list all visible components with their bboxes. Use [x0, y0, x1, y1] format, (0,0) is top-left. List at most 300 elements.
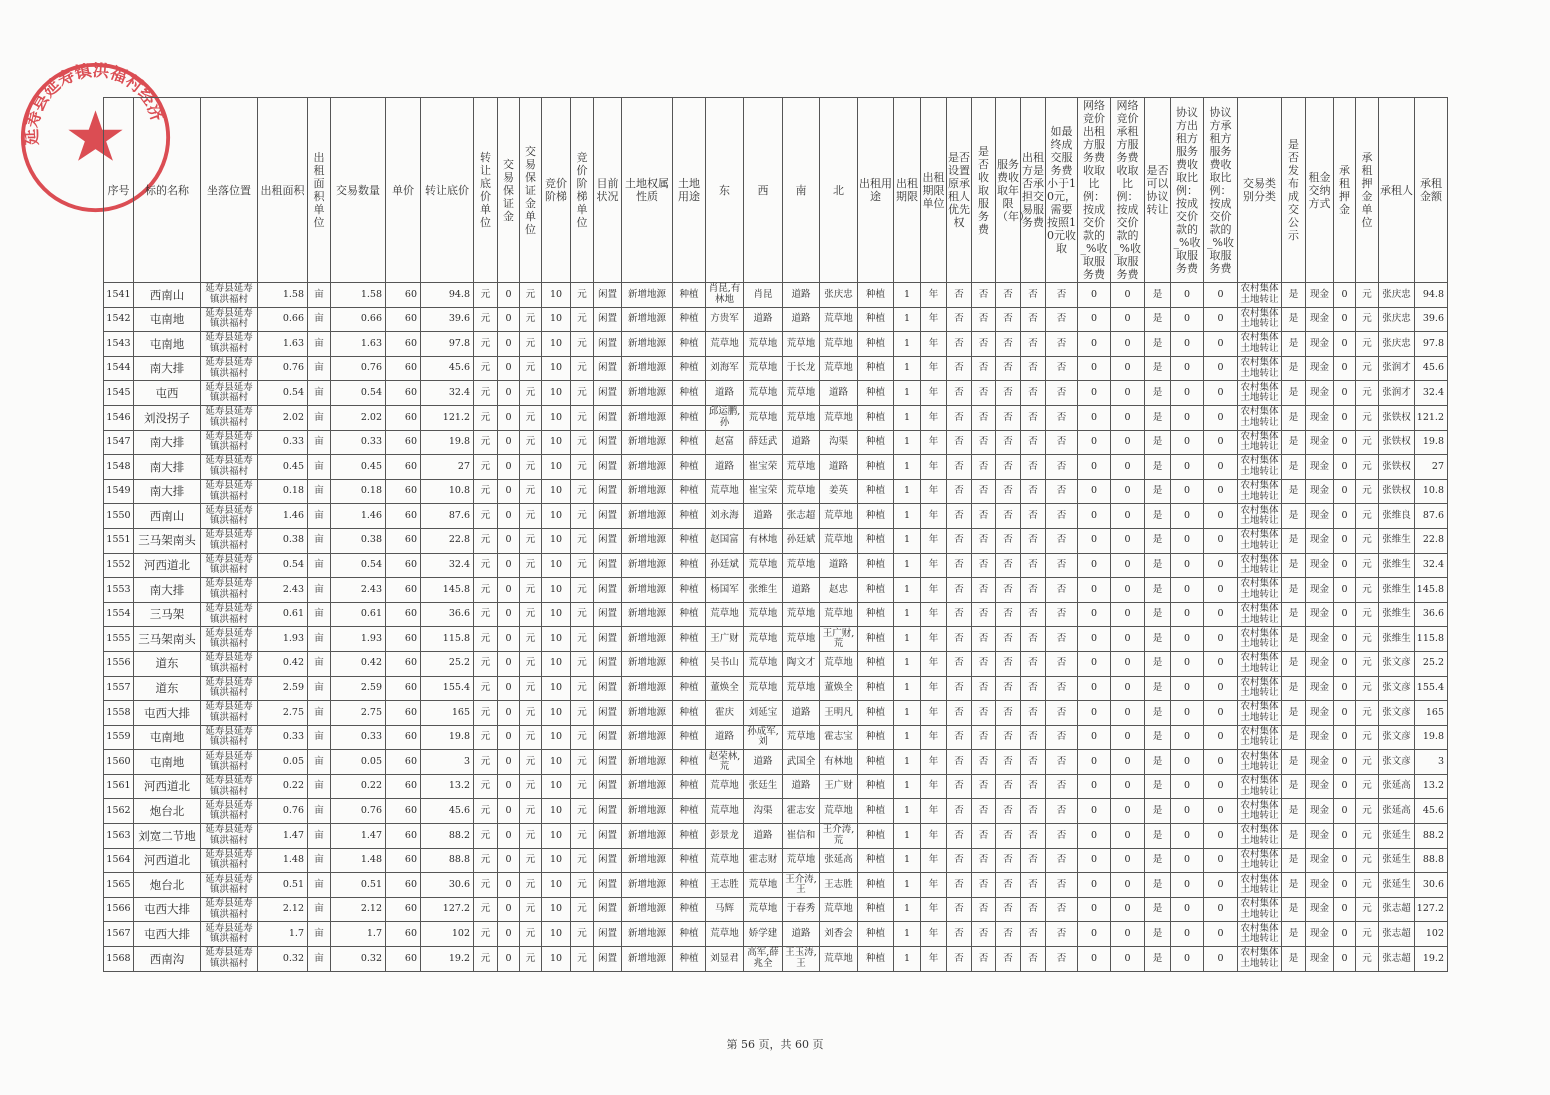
table-cell: 45.6 [421, 356, 474, 381]
table-cell: 是 [1145, 799, 1171, 824]
table-cell: 闲置 [594, 504, 622, 529]
table-cell: 87.6 [421, 504, 474, 529]
table-cell: 否 [996, 405, 1021, 430]
table-cell: 否 [947, 676, 972, 701]
table-cell: 延寿县延寿镇洪福村 [201, 455, 258, 480]
table-cell: 1.63 [331, 332, 386, 357]
table-cell: 是 [1145, 922, 1171, 947]
table-cell: 新增地源 [622, 455, 673, 480]
table-cell: 1 [894, 405, 921, 430]
table-cell: 元 [1356, 651, 1379, 676]
table-cell: 0 [498, 701, 520, 726]
table-cell: 1556 [104, 651, 134, 676]
table-cell: 60 [386, 824, 421, 849]
table-cell: 0 [498, 479, 520, 504]
table-cell: 种植 [673, 381, 706, 406]
table-cell: 是 [1282, 602, 1306, 627]
table-cell: 1.58 [331, 283, 386, 308]
table-cell: 南大排 [134, 578, 201, 603]
table-cell: 道路 [783, 922, 820, 947]
table-cell: 道路 [744, 504, 783, 529]
table-cell: 种植 [673, 578, 706, 603]
table-cell: 是 [1282, 283, 1306, 308]
table-cell: 否 [996, 725, 1021, 750]
table-cell: 0 [1111, 824, 1145, 849]
table-cell: 荒草地 [783, 479, 820, 504]
table-cell: 是 [1145, 676, 1171, 701]
table-cell: 0 [1204, 405, 1238, 430]
table-cell: 60 [386, 602, 421, 627]
table-cell: 元 [571, 479, 594, 504]
table-cell: 10 [542, 750, 571, 775]
table-cell: 年 [921, 627, 947, 652]
table-cell: 元 [474, 725, 498, 750]
table-cell: 荒草地 [783, 332, 820, 357]
table-cell: 否 [947, 578, 972, 603]
table-cell: 年 [921, 356, 947, 381]
table-cell: 是 [1282, 774, 1306, 799]
table-cell: 1559 [104, 725, 134, 750]
table-cell: 娇学建 [744, 922, 783, 947]
table-cell: 延寿县延寿镇洪福村 [201, 332, 258, 357]
table-cell: 元 [1356, 553, 1379, 578]
table-cell: 60 [386, 283, 421, 308]
table-cell: 0.33 [331, 430, 386, 455]
table-cell: 1.93 [331, 627, 386, 652]
table-cell: 荒草地 [706, 479, 744, 504]
table-cell: 0 [498, 873, 520, 898]
table-cell: 0 [1204, 381, 1238, 406]
table-cell: 延寿县延寿镇洪福村 [201, 627, 258, 652]
table-cell: 0 [1171, 897, 1204, 922]
table-cell: 0 [1078, 356, 1111, 381]
table-cell: 否 [947, 553, 972, 578]
table-cell: 0 [1204, 602, 1238, 627]
table-cell: 否 [947, 873, 972, 898]
table-cell: 0 [498, 750, 520, 775]
table-cell: 0 [1078, 947, 1111, 972]
table-cell: 元 [474, 578, 498, 603]
table-cell: 0.32 [331, 947, 386, 972]
table-cell: 0 [1334, 701, 1356, 726]
table-cell: 亩 [308, 701, 331, 726]
table-cell: 否 [947, 651, 972, 676]
table-cell: 农村集体土地转让 [1238, 799, 1282, 824]
table-cell: 道路 [706, 381, 744, 406]
table-cell: 张延高 [820, 848, 858, 873]
table-cell: 否 [996, 774, 1021, 799]
table-cell: 年 [921, 405, 947, 430]
table-cell: 闲置 [594, 479, 622, 504]
table-cell: 22.8 [421, 528, 474, 553]
table-cell: 否 [972, 381, 996, 406]
table-cell: 0.38 [258, 528, 308, 553]
table-cell: 0.66 [331, 307, 386, 332]
column-header: 承租金额 [1415, 98, 1448, 283]
table-cell: 0.51 [331, 873, 386, 898]
table-cell: 种植 [673, 947, 706, 972]
table-cell: 元 [571, 873, 594, 898]
table-cell: 否 [947, 405, 972, 430]
table-cell: 10 [542, 332, 571, 357]
table-row [104, 676, 1448, 701]
table-cell: 0 [1111, 799, 1145, 824]
table-cell: 否 [996, 283, 1021, 308]
table-cell: 0 [498, 897, 520, 922]
table-cell: 南大排 [134, 479, 201, 504]
table-cell: 道路 [783, 307, 820, 332]
table-cell: 0 [1334, 553, 1356, 578]
table-cell: 荒草地 [820, 504, 858, 529]
table-cell: 赵国富 [706, 528, 744, 553]
column-header: 单价 [386, 98, 421, 283]
table-cell: 闲置 [594, 528, 622, 553]
table-cell: 否 [1046, 873, 1078, 898]
table-cell: 否 [1046, 651, 1078, 676]
table-cell: 否 [996, 578, 1021, 603]
table-cell: 0.05 [258, 750, 308, 775]
table-cell: 元 [474, 381, 498, 406]
table-cell: 0 [1334, 774, 1356, 799]
table-cell: 张铁权 [1379, 479, 1415, 504]
table-cell: 0 [1334, 430, 1356, 455]
table-cell: 0 [1204, 283, 1238, 308]
table-cell: 王玉涛,王 [783, 947, 820, 972]
table-cell: 0 [1204, 897, 1238, 922]
table-row [104, 848, 1448, 873]
table-cell: 0 [1334, 922, 1356, 947]
table-cell: 荒草地 [820, 799, 858, 824]
table-cell: 1553 [104, 578, 134, 603]
table-cell: 亩 [308, 627, 331, 652]
table-cell: 元 [474, 676, 498, 701]
table-cell: 否 [1021, 725, 1046, 750]
column-header: 南 [783, 98, 820, 283]
table-cell: 0 [1204, 528, 1238, 553]
table-cell: 荒草地 [783, 455, 820, 480]
table-cell: 0 [498, 676, 520, 701]
table-cell: 1 [894, 504, 921, 529]
table-cell: 元 [474, 504, 498, 529]
table-cell: 元 [1356, 947, 1379, 972]
table-cell: 1 [894, 455, 921, 480]
table-cell: 2.43 [331, 578, 386, 603]
table-cell: 种植 [673, 504, 706, 529]
table-cell: 否 [1046, 848, 1078, 873]
table-cell: 闲置 [594, 455, 622, 480]
table-cell: 0.54 [258, 553, 308, 578]
table-cell: 否 [1021, 528, 1046, 553]
column-header: 承租押金 [1334, 98, 1356, 283]
table-cell: 1 [894, 528, 921, 553]
table-cell: 种植 [673, 479, 706, 504]
table-cell: 种植 [858, 922, 894, 947]
table-cell: 是 [1282, 528, 1306, 553]
table-cell: 闲置 [594, 774, 622, 799]
table-cell: 亩 [308, 774, 331, 799]
table-cell: 农村集体土地转让 [1238, 602, 1282, 627]
table-cell: 元 [520, 602, 542, 627]
table-cell: 1549 [104, 479, 134, 504]
table-cell: 屯西大排 [134, 922, 201, 947]
table-cell: 年 [921, 430, 947, 455]
table-cell: 否 [972, 307, 996, 332]
table-cell: 年 [921, 774, 947, 799]
table-cell: 1.48 [331, 848, 386, 873]
table-cell: 年 [921, 479, 947, 504]
table-cell: 否 [972, 332, 996, 357]
table-cell: 延寿县延寿镇洪福村 [201, 651, 258, 676]
table-cell: 19.8 [1415, 430, 1448, 455]
table-cell: 0 [1111, 873, 1145, 898]
table-cell: 道路 [706, 725, 744, 750]
table-cell: 荒草地 [744, 405, 783, 430]
table-cell: 农村集体土地转让 [1238, 651, 1282, 676]
table-cell: 种植 [673, 774, 706, 799]
table-cell: 1 [894, 578, 921, 603]
table-cell: 种植 [673, 332, 706, 357]
table-cell: 元 [474, 947, 498, 972]
table-cell: 农村集体土地转让 [1238, 774, 1282, 799]
table-cell: 否 [1021, 627, 1046, 652]
table-cell: 元 [474, 602, 498, 627]
table-row [104, 307, 1448, 332]
table-cell: 延寿县延寿镇洪福村 [201, 528, 258, 553]
table-cell: 否 [1021, 381, 1046, 406]
table-cell: 元 [1356, 750, 1379, 775]
table-cell: 否 [1021, 479, 1046, 504]
table-cell: 亩 [308, 504, 331, 529]
table-cell: 闲置 [594, 651, 622, 676]
table-cell: 延寿县延寿镇洪福村 [201, 602, 258, 627]
table-cell: 否 [972, 676, 996, 701]
table-cell: 0 [498, 504, 520, 529]
column-header: 出租期限 [894, 98, 921, 283]
table-cell: 否 [972, 651, 996, 676]
table-cell: 亩 [308, 897, 331, 922]
table-cell: 年 [921, 528, 947, 553]
table-cell: 0 [1334, 602, 1356, 627]
table-cell: 荒草地 [744, 873, 783, 898]
table-cell: 元 [520, 479, 542, 504]
table-row [104, 455, 1448, 480]
table-cell: 10.8 [1415, 479, 1448, 504]
table-cell: 0 [1078, 283, 1111, 308]
table-cell: 农村集体土地转让 [1238, 528, 1282, 553]
table-cell: 王介涛,荒 [820, 824, 858, 849]
table-cell: 种植 [858, 528, 894, 553]
table-cell: 元 [571, 332, 594, 357]
table-cell: 种植 [858, 873, 894, 898]
table-cell: 道路 [820, 455, 858, 480]
table-cell: 否 [947, 701, 972, 726]
table-cell: 0 [498, 381, 520, 406]
table-cell: 否 [947, 750, 972, 775]
table-cell: 1 [894, 479, 921, 504]
table-cell: 否 [1021, 848, 1046, 873]
table-cell: 10 [542, 479, 571, 504]
table-cell: 荒草地 [744, 356, 783, 381]
table-cell: 1564 [104, 848, 134, 873]
table-cell: 种植 [673, 897, 706, 922]
table-cell: 0.22 [258, 774, 308, 799]
table-cell: 0 [1171, 578, 1204, 603]
table-cell: 荒草地 [820, 602, 858, 627]
table-cell: 元 [520, 701, 542, 726]
table-cell: 0 [1111, 528, 1145, 553]
table-cell: 0 [1111, 602, 1145, 627]
table-cell: 否 [947, 627, 972, 652]
table-cell: 88.8 [1415, 848, 1448, 873]
table-cell: 是 [1282, 873, 1306, 898]
table-cell: 145.8 [421, 578, 474, 603]
table-cell: 亩 [308, 405, 331, 430]
column-header: 交易保证金 [498, 98, 520, 283]
table-cell: 现金 [1306, 725, 1334, 750]
table-cell: 0 [1334, 873, 1356, 898]
column-header: 如最终成交服务费小于10元，需要按照10元收取 [1046, 98, 1078, 283]
table-cell: 1.46 [258, 504, 308, 529]
table-cell: 是 [1282, 332, 1306, 357]
table-cell: 45.6 [1415, 356, 1448, 381]
table-cell: 10 [542, 651, 571, 676]
table-cell: 屯南地 [134, 332, 201, 357]
table-cell: 0.18 [258, 479, 308, 504]
table-cell: 0 [1171, 750, 1204, 775]
table-cell: 新增地源 [622, 381, 673, 406]
table-cell: 薛廷武 [744, 430, 783, 455]
table-cell: 0 [1171, 725, 1204, 750]
table-cell: 0 [498, 553, 520, 578]
table-cell: 1557 [104, 676, 134, 701]
table-cell: 0 [498, 332, 520, 357]
table-cell: 新增地源 [622, 602, 673, 627]
table-cell: 0 [1078, 528, 1111, 553]
table-cell: 元 [571, 824, 594, 849]
table-cell: 否 [947, 774, 972, 799]
table-cell: 现金 [1306, 676, 1334, 701]
table-cell: 闲置 [594, 627, 622, 652]
table-cell: 农村集体土地转让 [1238, 701, 1282, 726]
table-cell: 是 [1145, 381, 1171, 406]
table-cell: 否 [972, 774, 996, 799]
table-cell: 延寿县延寿镇洪福村 [201, 725, 258, 750]
table-cell: 0 [1171, 824, 1204, 849]
table-cell: 元 [520, 504, 542, 529]
table-row [104, 725, 1448, 750]
table-cell: 亩 [308, 750, 331, 775]
table-cell: 否 [996, 750, 1021, 775]
table-cell: 元 [1356, 848, 1379, 873]
table-cell: 种植 [858, 578, 894, 603]
table-cell: 0 [1334, 725, 1356, 750]
table-cell: 是 [1282, 848, 1306, 873]
table-cell: 60 [386, 356, 421, 381]
table-cell: 元 [1356, 455, 1379, 480]
table-cell: 河西道北 [134, 774, 201, 799]
table-cell: 60 [386, 430, 421, 455]
table-cell: 否 [996, 602, 1021, 627]
land-lease-table [103, 97, 1448, 972]
table-cell: 是 [1145, 455, 1171, 480]
table-cell: 否 [947, 307, 972, 332]
table-cell: 10 [542, 602, 571, 627]
table-cell: 0 [498, 651, 520, 676]
table-cell: 1 [894, 824, 921, 849]
table-cell: 0 [1334, 799, 1356, 824]
table-cell: 13.2 [421, 774, 474, 799]
table-cell: 否 [972, 578, 996, 603]
table-cell: 60 [386, 947, 421, 972]
table-cell: 延寿县延寿镇洪福村 [201, 676, 258, 701]
table-cell: 元 [474, 651, 498, 676]
table-cell: 是 [1282, 430, 1306, 455]
table-cell: 否 [1021, 947, 1046, 972]
table-cell: 刘显君 [706, 947, 744, 972]
table-cell: 农村集体土地转让 [1238, 479, 1282, 504]
table-cell: 农村集体土地转让 [1238, 430, 1282, 455]
table-cell: 元 [571, 774, 594, 799]
table-cell: 荒草地 [744, 602, 783, 627]
table-cell: 30.6 [1415, 873, 1448, 898]
table-cell: 元 [520, 405, 542, 430]
table-cell: 荒草地 [706, 922, 744, 947]
table-cell: 否 [1021, 873, 1046, 898]
table-cell: 是 [1282, 504, 1306, 529]
table-cell: 0 [1204, 356, 1238, 381]
table-cell: 否 [996, 873, 1021, 898]
table-cell: 元 [520, 553, 542, 578]
table-cell: 延寿县延寿镇洪福村 [201, 504, 258, 529]
table-cell: 种植 [673, 356, 706, 381]
table-cell: 道路 [820, 381, 858, 406]
table-cell: 0 [1334, 356, 1356, 381]
table-cell: 元 [474, 356, 498, 381]
table-cell: 否 [1046, 430, 1078, 455]
table-cell: 西南山 [134, 283, 201, 308]
table-cell: 道路 [783, 701, 820, 726]
table-cell: 年 [921, 651, 947, 676]
table-cell: 现金 [1306, 922, 1334, 947]
table-cell: 吴书山 [706, 651, 744, 676]
table-cell: 10 [542, 701, 571, 726]
table-cell: 1541 [104, 283, 134, 308]
table-cell: 元 [520, 578, 542, 603]
table-cell: 是 [1282, 897, 1306, 922]
table-cell: 荒草地 [820, 332, 858, 357]
table-cell: 崔信和 [783, 824, 820, 849]
table-cell: 延寿县延寿镇洪福村 [201, 947, 258, 972]
table-cell: 0 [1204, 455, 1238, 480]
table-cell: 年 [921, 873, 947, 898]
table-cell: 种植 [858, 332, 894, 357]
table-cell: 张志超 [1379, 947, 1415, 972]
table-cell: 是 [1145, 947, 1171, 972]
table-cell: 否 [972, 897, 996, 922]
table-cell: 现金 [1306, 528, 1334, 553]
table-cell: 否 [996, 430, 1021, 455]
table-cell: 元 [520, 750, 542, 775]
table-cell: 现金 [1306, 799, 1334, 824]
table-cell: 王志胜 [820, 873, 858, 898]
table-cell: 现金 [1306, 873, 1334, 898]
table-cell: 荒草地 [744, 627, 783, 652]
table-cell: 是 [1282, 405, 1306, 430]
table-cell: 否 [972, 725, 996, 750]
table-cell: 现金 [1306, 283, 1334, 308]
table-cell: 0.33 [258, 725, 308, 750]
table-cell: 否 [1046, 504, 1078, 529]
